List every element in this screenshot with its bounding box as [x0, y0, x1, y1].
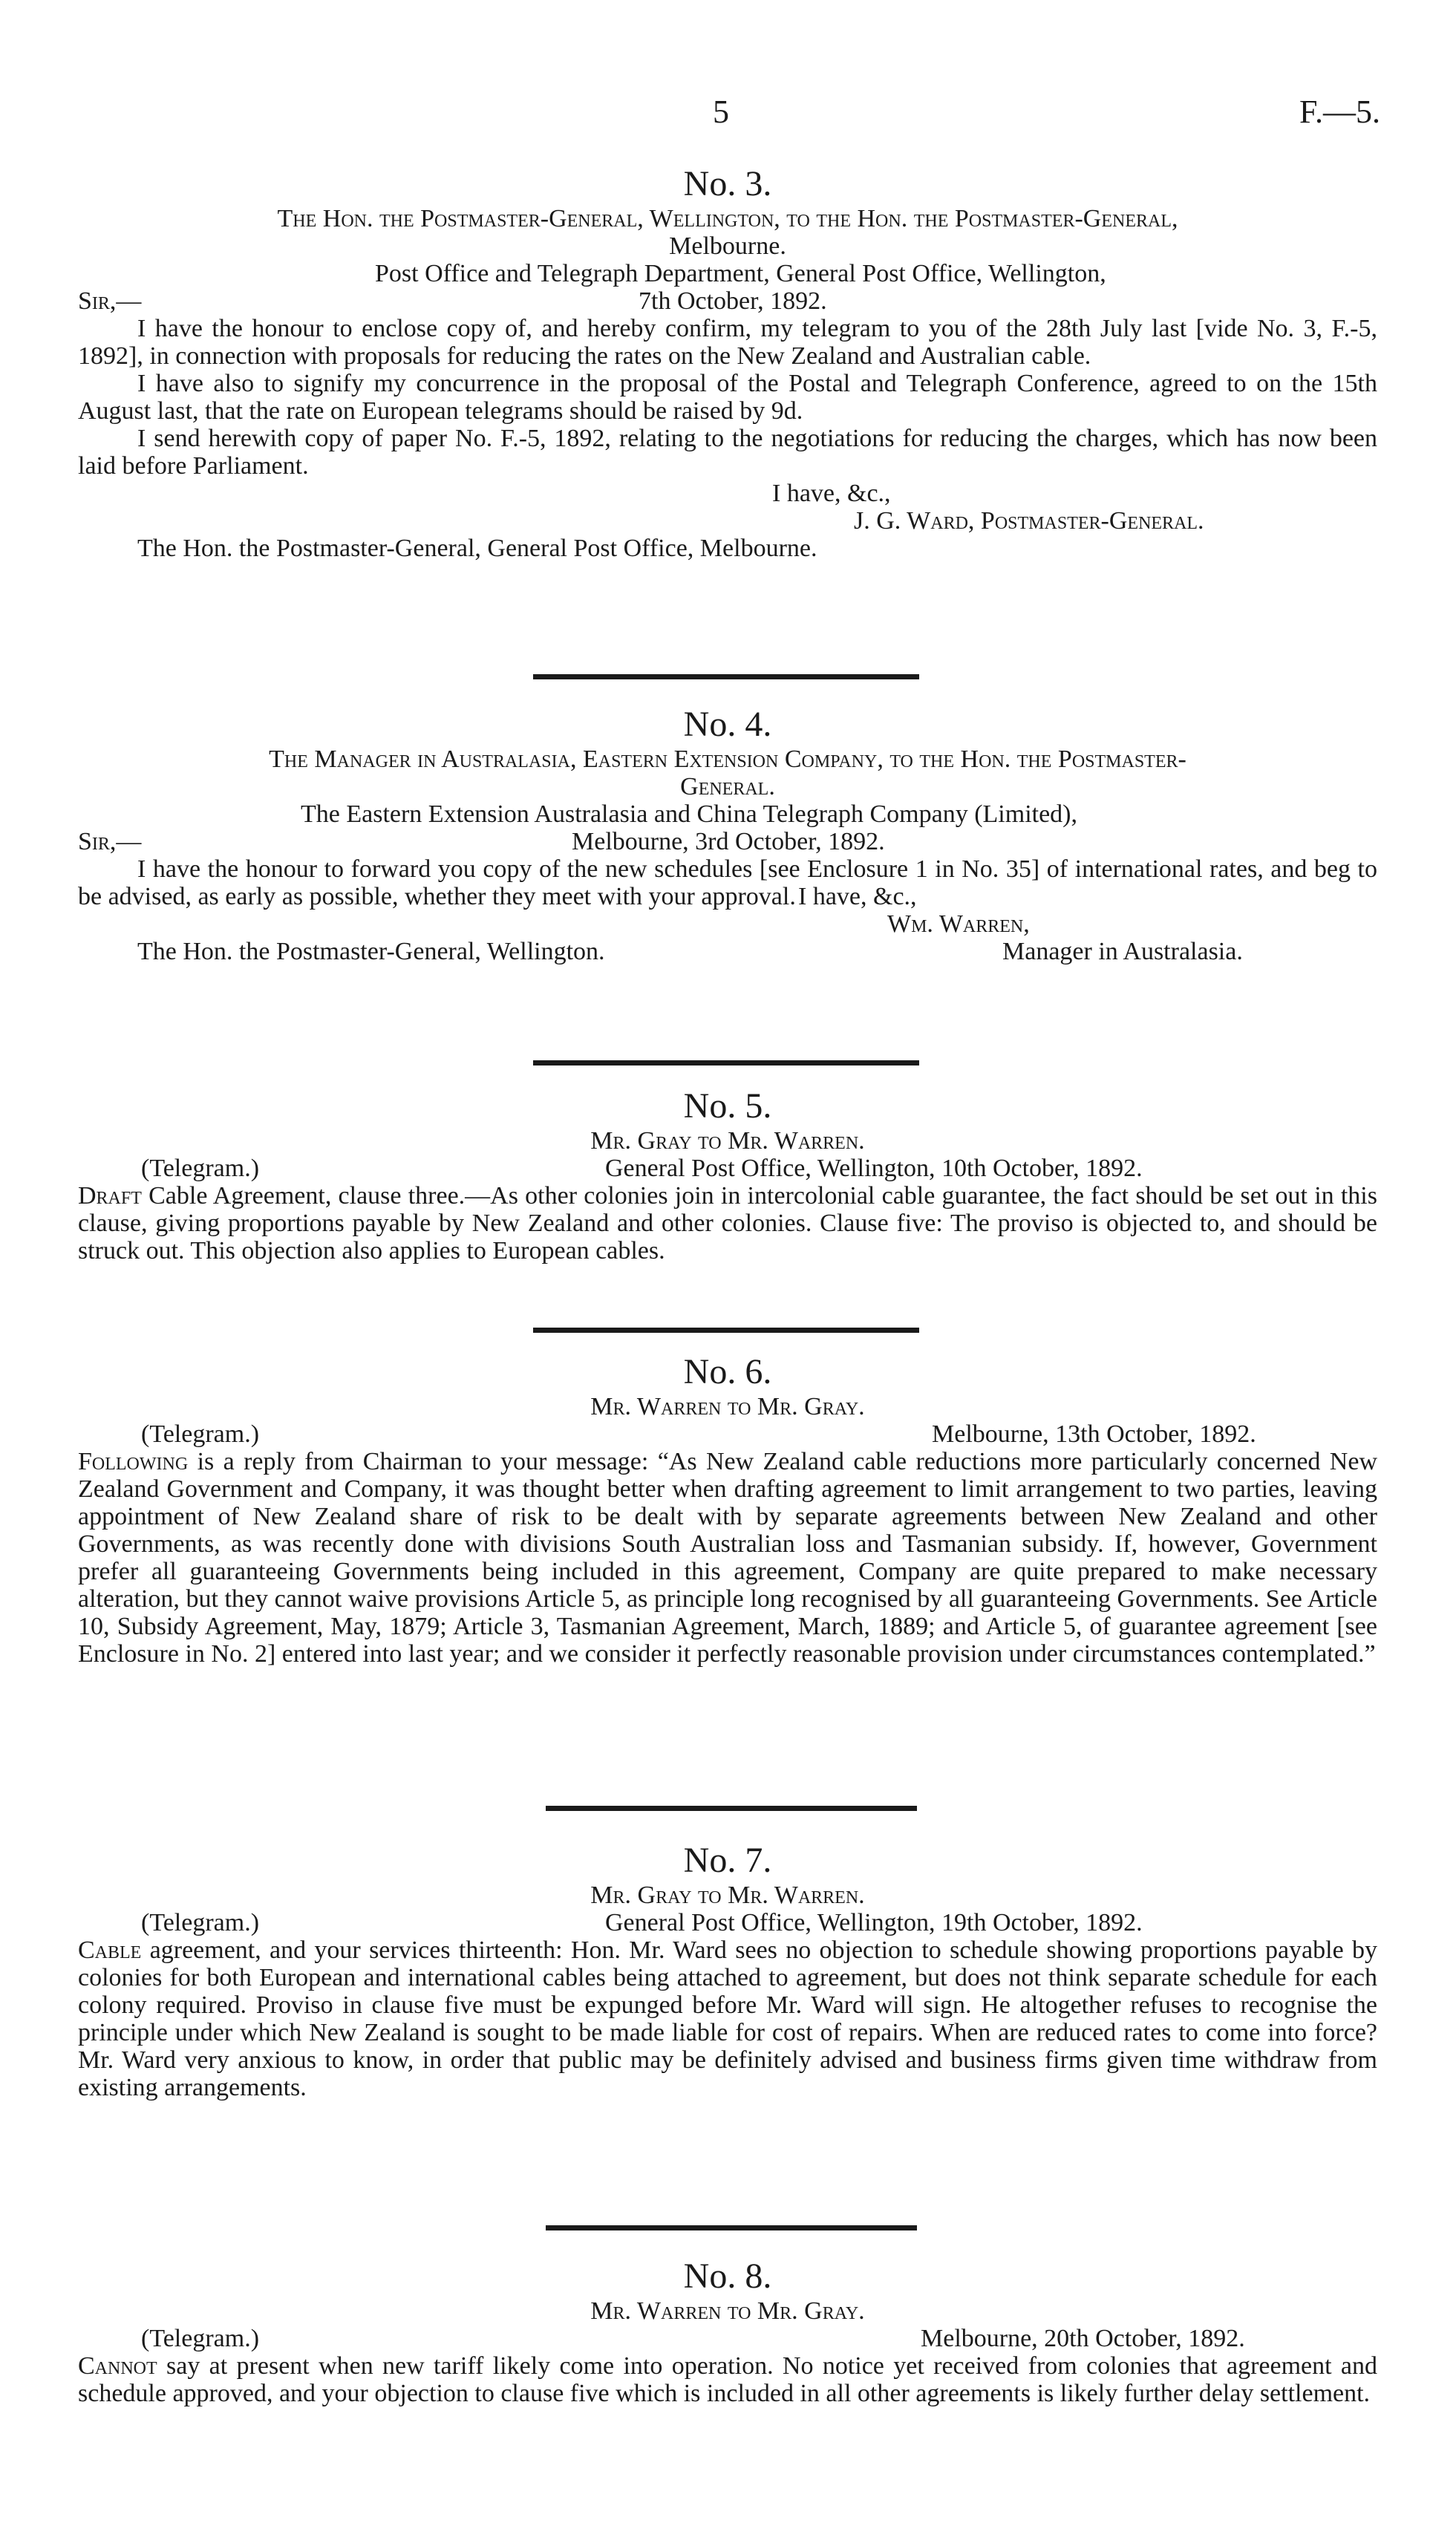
signature: J. G. Ward, Postmaster-General. [854, 507, 1204, 535]
letter-no-4 [78, 704, 1377, 965]
telegram-body [78, 1182, 1377, 1264]
paper-reference: F.—5. [1299, 94, 1380, 130]
body-text: say at present when new tariff likely come into operation. No notice yet received from colonies that agreement and schedule approved, and your objection to clause five which is included in all other agreements is likely further delay settlement. [78, 2352, 1377, 2407]
addressee: The Hon. the Postmaster-General, General Post Office, Melbourne. [137, 535, 817, 562]
telegram-heading: Mr. Warren to Mr. Gray. [590, 2297, 865, 2325]
letter-date: Melbourne, 3rd October, 1892. [572, 828, 885, 855]
body-text: Cable Agreement, clause three.—As other colonies join in intercolonial cable guarantee, the fact should be set out in this clause, giving proportions payable by New Zealand and other colonies. Clause five: The proviso is objected to, and should be struck out. This objection also applies to European cables. [78, 1182, 1377, 1264]
body-paragraph: I have the honour to enclose copy of, and hereby confirm, my telegram to you of the 28th July last [vide No. 3, F.-5, 1892], in connection with proposals for reducing the rates on the New Zealand and Australian cable. [78, 315, 1377, 370]
section-title: No. 3. [683, 164, 772, 203]
body-text: agreement, and your services thirteenth: Hon. Mr. Ward sees no objection to schedule showing proportions payable by colonies for both European and international cables being attached to agreement, but does not think separate schedule for each colony required. Proviso in clause five must be expunged before Mr. Ward will sign. He altogether refuses to recognise the principle under which New Zealand is sought to be made liable for cost of repairs. When are reduced rates to come into force? Mr. Ward very anxious to know, in order that public may be definitely advised and business firms given time withdraw from existing arrangements. [78, 1936, 1377, 2101]
body-paragraph: I have also to signify my concurrence in the proposal of the Postal and Telegraph Conference, agreed to on the 15th August last, that the rate on European telegrams should be raised by 9d. [78, 370, 1377, 425]
address-line: The Eastern Extension Australasia and China Telegraph Company (Limited), [301, 800, 1077, 828]
telegram-body [78, 1936, 1377, 2101]
telegram-label: (Telegram.) [141, 1155, 260, 1182]
telegram-no-7 [78, 1840, 1377, 2101]
address-row [78, 800, 1377, 828]
section-title: No. 8. [683, 2256, 772, 2296]
signature: Wm. Warren, [887, 910, 1030, 938]
telegram-heading: Mr. Gray to Mr. Warren. [590, 1882, 865, 1909]
body-paragraph: I have the honour to forward you copy of the new schedules [see Enclosure 1 in No. 35] of international rates, and beg to be advised, as early as possible, whether they meet with your approval. [78, 855, 1377, 910]
section-title: No. 6. [683, 1352, 772, 1391]
telegram-label: (Telegram.) [141, 1909, 260, 1936]
lead-word: Cable [78, 1936, 142, 1964]
closing: I have, &c., [798, 883, 917, 910]
telegram-body [78, 1448, 1377, 1668]
body-paragraph: I send herewith copy of paper No. F.-5, 1892, relating to the negotiations for reducing the charges, which has now been laid before Parliament. [78, 425, 1377, 480]
telegram-no-8 [78, 2256, 1377, 2407]
telegram-dateline: Melbourne, 13th October, 1892. [932, 1420, 1256, 1448]
section-divider [546, 2225, 917, 2230]
section-title: No. 4. [683, 705, 772, 744]
salutation: Sir,— [78, 287, 142, 315]
section-divider [533, 1060, 919, 1065]
letter-no-3 [78, 163, 1377, 562]
letter-heading-cont: General. [680, 773, 775, 800]
telegram-no-5 [78, 1086, 1377, 1264]
telegram-dateline: General Post Office, Wellington, 19th October, 1892. [605, 1909, 1143, 1936]
letter-heading: The Hon. the Postmaster-General, Wellington, to the Hon. the Postmaster-General, [277, 205, 1178, 232]
telegram-label: (Telegram.) [141, 2325, 260, 2352]
salutation-row [78, 828, 1377, 855]
closing: I have, &c., [772, 480, 891, 507]
telegram-dateline: General Post Office, Wellington, 10th October, 1892. [605, 1155, 1143, 1182]
telegram-body [78, 2352, 1377, 2407]
letter-heading: The Manager in Australasia, Eastern Extension Company, to the Hon. the Postmaster- [269, 745, 1186, 773]
address-row [78, 260, 1377, 287]
salutation-row [78, 287, 1377, 315]
telegram-heading: Mr. Warren to Mr. Gray. [590, 1393, 865, 1420]
body-text: is a reply from Chairman to your message: “As New Zealand cable reductions more particularly concerned New Zealand Government and Company, it was thought better when drafting agreement to limit arrangement to two parties, leaving appointment of New Zealand share of risk to be dealt with by separate agreements between New Zealand and other Governments, as was recently done with divisions South Australian loss and Tasmanian subsidy. If, however, Government prefer all guaranteeing Governments being included in this agreement, Company are quite prepared to make necessary alteration, but they cannot waive provisions Article 5, as principle long recognised by all guaranteeing Governments. See Article 10, Subsidy Agreement, May, 1879; Article 3, Tasmanian Agreement, March, 1889; and Article 5, of guarantee agreement [see Enclosure in No. 2] entered into last year; and we consider it perfectly reasonable provision under circumstances contemplated.” [78, 1448, 1377, 1668]
page-number: 5 [713, 94, 729, 130]
section-title: No. 5. [683, 1086, 772, 1126]
section-divider [546, 1806, 917, 1811]
telegram-no-6 [78, 1351, 1377, 1668]
letter-date: 7th October, 1892. [639, 287, 827, 315]
lead-word: Cannot [78, 2352, 157, 2380]
telegram-heading: Mr. Gray to Mr. Warren. [590, 1127, 865, 1155]
section-title: No. 7. [683, 1841, 772, 1880]
section-divider [533, 1328, 919, 1333]
address-line: Post Office and Telegraph Department, General Post Office, Wellington, [375, 260, 1106, 287]
lead-word: Following [78, 1448, 189, 1475]
section-divider [533, 674, 919, 679]
signature-title: Manager in Australasia. [1002, 938, 1243, 965]
telegram-label: (Telegram.) [141, 1420, 260, 1448]
telegram-dateline: Melbourne, 20th October, 1892. [921, 2325, 1245, 2352]
addressee: The Hon. the Postmaster-General, Wellington. [137, 938, 605, 965]
letter-heading-cont: Melbourne. [669, 232, 786, 260]
lead-word: Draft [78, 1182, 142, 1210]
salutation: Sir,— [78, 828, 142, 855]
